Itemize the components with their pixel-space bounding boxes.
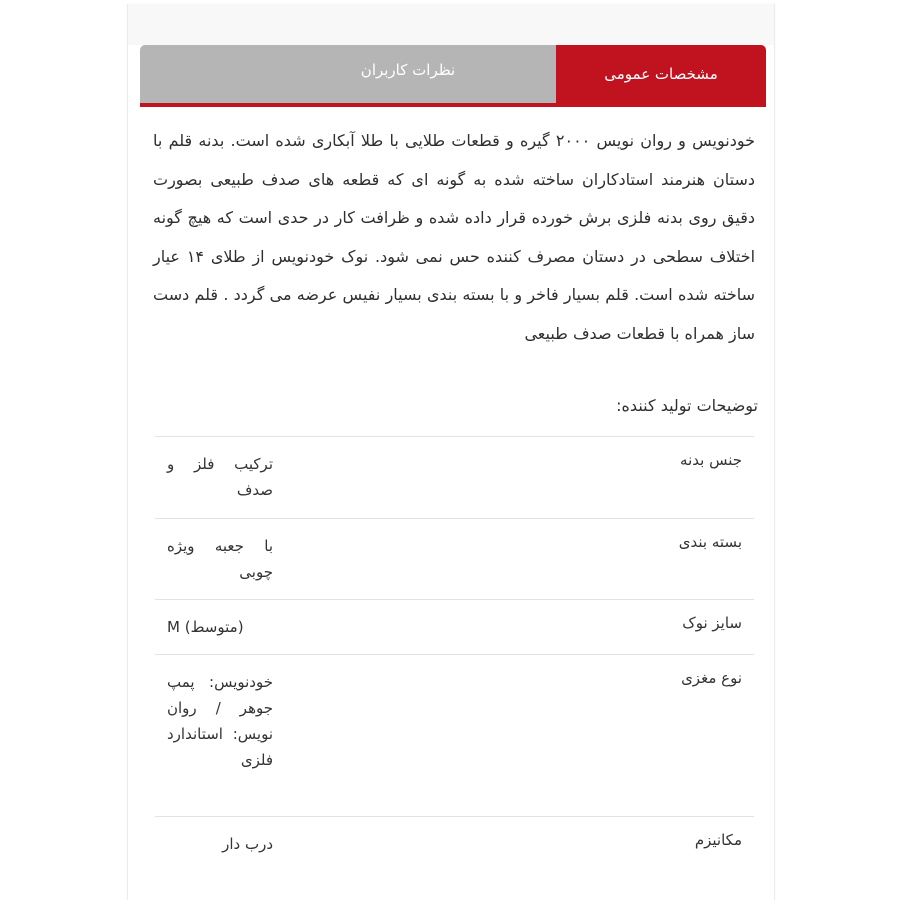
spec-key: جنس بدنه: [680, 451, 742, 469]
spec-key: بسته بندی: [678, 533, 742, 551]
product-description: خودنویس و روان نویس ۲۰۰۰ گیره و قطعات طلایی با طلا آبکاری شده است. بدنه قلم با دستان هنرمند استادکاران ساخته شده به گونه ای که قطعه های صدف طبیعی بصورت دقیق روی بدنه فلزی برش خورده قرار داده شده و ظرافت کار در حدی است که هیچ گونه اختلاف سطحی در دستان مصرف کننده حس نمی شود. نوک خودنویس از طلای ۱۴ عیار ساخته شده است. قلم بسیار فاخر و با بسته بندی بسیار نفیس عرضه می گردد . قلم دست ساز همراه با قطعات صدف طبیعی: [153, 131, 756, 343]
spec-row: [155, 599, 754, 654]
manufacturer-notes-heading: توضیحات تولید کننده:: [616, 396, 758, 415]
top-band: [128, 4, 774, 45]
spec-row: [155, 816, 754, 886]
spec-value: با جعبه ویژه چوبی: [167, 537, 273, 581]
spec-value: M (متوسط): [167, 618, 244, 636]
tab-general-specs[interactable]: [556, 45, 766, 103]
spec-value: درب دار: [222, 835, 273, 853]
tab-general-specs-label: مشخصات عمومی: [604, 65, 718, 83]
tab-active-underline: [140, 103, 766, 107]
spec-row: [155, 436, 754, 518]
spec-value: ترکیب فلز و صدف: [167, 455, 273, 499]
tab-bar: [140, 45, 766, 103]
spec-row: [155, 518, 754, 599]
spec-key: مکانیزم: [694, 831, 742, 849]
tab-user-reviews-label: نظرات کاربران: [360, 61, 456, 79]
product-details-panel: [127, 4, 775, 900]
tab-user-reviews[interactable]: [140, 45, 556, 103]
spec-row: [155, 654, 754, 816]
spec-key: سایز نوک: [682, 614, 742, 632]
spec-value: خودنویس: پمپ جوهر / روان نویس: استاندارد فلزی: [167, 673, 273, 769]
spec-key: نوع مغزی: [681, 669, 742, 687]
spec-table: [155, 436, 754, 886]
